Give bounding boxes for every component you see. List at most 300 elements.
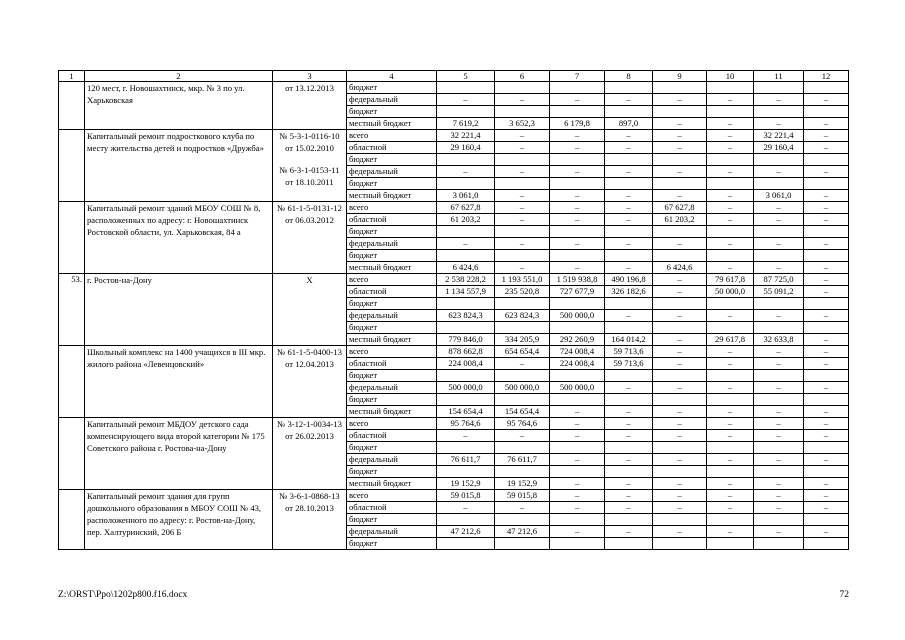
value-cell: – [707,430,754,442]
value-cell [804,298,849,310]
value-cell [754,322,804,334]
row-number [59,202,85,274]
file-path: Z:\ORST\Ppo\1202p800.f16.docx [58,590,188,600]
value-cell: – [495,142,550,154]
value-cell: 79 617,8 [707,274,754,286]
value-cell: – [550,262,605,274]
value-cell: – [804,286,849,298]
funding-source: местный бюджет [347,478,437,490]
value-cell [707,250,754,262]
value-cell [550,298,605,310]
page-number: 72 [839,590,849,600]
funding-source: бюджет [347,178,437,190]
value-cell [495,370,550,382]
value-cell [804,442,849,454]
object-name: Капитальный ремонт МБДОУ детского сада компенсирующего вида второй категории № 175 Советского района г. Ростова-на-Дону [85,418,273,490]
value-cell: 59 015,8 [437,490,495,502]
value-cell [754,538,804,550]
value-cell: 1 519 938,8 [550,274,605,286]
value-cell: – [495,94,550,106]
value-cell [495,466,550,478]
value-cell [550,514,605,526]
value-cell: – [550,238,605,250]
table-row [59,418,849,430]
value-cell: – [804,310,849,322]
value-cell: – [550,478,605,490]
budget-table [58,70,849,550]
funding-source: бюджет [347,154,437,166]
value-cell [804,394,849,406]
value-cell [707,466,754,478]
value-cell: 878 662,8 [437,346,495,358]
value-cell [653,82,707,94]
value-cell: 59 713,6 [605,358,653,370]
value-cell [804,322,849,334]
value-cell: 3 061,0 [754,190,804,202]
value-cell: – [707,406,754,418]
value-cell: – [495,430,550,442]
value-cell: 3 061,0 [437,190,495,202]
value-cell [550,466,605,478]
value-cell [495,250,550,262]
value-cell: – [707,346,754,358]
value-cell: – [653,286,707,298]
value-cell [550,106,605,118]
value-cell: 164 014,2 [605,334,653,346]
value-cell: – [653,382,707,394]
value-cell: – [550,490,605,502]
value-cell: 47 212,6 [495,526,550,538]
value-cell: – [495,262,550,274]
funding-source: всего [347,490,437,502]
value-cell: 490 196,8 [605,274,653,286]
value-cell [437,226,495,238]
funding-source: областной [347,214,437,226]
value-cell: – [550,502,605,514]
value-cell [437,514,495,526]
value-cell [605,322,653,334]
value-cell: – [550,190,605,202]
object-name: Капитальный ремонт подросткового клуба по месту жительства детей и подростков «Дружба» [85,130,273,202]
col-header: 11 [754,71,804,82]
value-cell: – [605,418,653,430]
value-cell [804,178,849,190]
value-cell: 67 627,8 [653,202,707,214]
value-cell: 6 179,8 [550,118,605,130]
value-cell: – [605,502,653,514]
value-cell [605,154,653,166]
value-cell: 32 221,4 [437,130,495,142]
funding-source: бюджет [347,442,437,454]
value-cell: – [550,130,605,142]
value-cell [804,250,849,262]
value-cell [707,322,754,334]
value-cell: – [653,130,707,142]
value-cell: 47 212,6 [437,526,495,538]
value-cell: – [804,130,849,142]
value-cell: – [804,190,849,202]
value-cell [754,178,804,190]
value-cell: – [804,274,849,286]
value-cell [707,442,754,454]
value-cell [804,466,849,478]
row-number: 53. [59,274,85,346]
row-number [59,418,85,490]
value-cell [605,538,653,550]
value-cell [707,370,754,382]
value-cell: 29 617,8 [707,334,754,346]
object-name: 120 мест, г. Новошахтинск, мкр. № 3 по ул. Харьковская [85,82,273,130]
value-cell [605,178,653,190]
funding-source: федеральный [347,382,437,394]
table-row [59,490,849,502]
value-cell: – [707,166,754,178]
value-cell [550,82,605,94]
value-cell: 224 008,4 [437,358,495,370]
value-cell: – [550,202,605,214]
expertise-doc: от 13.12.2013 [273,82,347,130]
value-cell: – [707,382,754,394]
value-cell [495,298,550,310]
value-cell: 500 000,0 [550,382,605,394]
value-cell [437,370,495,382]
value-cell: – [707,418,754,430]
value-cell: – [804,406,849,418]
value-cell: 32 221,4 [754,130,804,142]
value-cell [495,226,550,238]
value-cell: 59 015,8 [495,490,550,502]
funding-source: бюджет [347,370,437,382]
value-cell: 95 764,6 [495,418,550,430]
value-cell: – [653,430,707,442]
value-cell [754,466,804,478]
value-cell: 29 160,4 [437,142,495,154]
value-cell: – [495,202,550,214]
expertise-doc: № 3-6-1-0868-13 от 28.10.2013 [273,490,347,550]
funding-source: всего [347,418,437,430]
funding-source: бюджет [347,298,437,310]
value-cell: – [707,130,754,142]
value-cell: 19 152,9 [495,478,550,490]
value-cell: – [754,490,804,502]
value-cell: – [605,478,653,490]
value-cell: 67 627,8 [437,202,495,214]
funding-source: бюджет [347,82,437,94]
value-cell [754,514,804,526]
value-cell: – [550,94,605,106]
value-cell: – [437,238,495,250]
value-cell [754,82,804,94]
funding-source: бюджет [347,538,437,550]
value-cell: 334 205,9 [495,334,550,346]
table-row [59,346,849,358]
value-cell [754,250,804,262]
value-cell: – [754,454,804,466]
value-cell: – [605,94,653,106]
value-cell: – [707,94,754,106]
value-cell: – [605,310,653,322]
value-cell: – [653,346,707,358]
value-cell: – [754,238,804,250]
value-cell: – [605,190,653,202]
value-cell: 55 091,2 [754,286,804,298]
value-cell: – [550,430,605,442]
col-header: 2 [85,71,273,82]
value-cell: 623 824,3 [437,310,495,322]
value-cell: – [754,526,804,538]
value-cell [495,322,550,334]
value-cell: 95 764,6 [437,418,495,430]
value-cell: 2 538 228,2 [437,274,495,286]
value-cell: – [804,490,849,502]
value-cell: – [804,118,849,130]
value-cell [707,538,754,550]
table-row [59,274,849,286]
value-cell: – [754,502,804,514]
value-cell: 29 160,4 [754,142,804,154]
value-cell: – [495,238,550,250]
funding-source: областной [347,286,437,298]
value-cell [437,442,495,454]
funding-source: местный бюджет [347,118,437,130]
value-cell [707,298,754,310]
value-cell: – [754,418,804,430]
value-cell: – [707,454,754,466]
value-cell: 326 182,6 [605,286,653,298]
value-cell [437,250,495,262]
value-cell: – [754,214,804,226]
row-number [59,82,85,130]
value-cell [437,538,495,550]
value-cell [804,538,849,550]
value-cell: – [605,262,653,274]
value-cell: – [605,490,653,502]
value-cell [550,370,605,382]
value-cell: 61 203,2 [653,214,707,226]
value-cell: 500 000,0 [495,382,550,394]
funding-source: всего [347,274,437,286]
expertise-doc: № 3-12-1-0034-13 от 26.02.2013 [273,418,347,490]
value-cell: – [707,490,754,502]
value-cell: – [605,430,653,442]
funding-source: бюджет [347,250,437,262]
value-cell [437,106,495,118]
value-cell: – [804,94,849,106]
value-cell: – [804,334,849,346]
value-cell [804,370,849,382]
value-cell [804,154,849,166]
value-cell: – [653,526,707,538]
value-cell [804,106,849,118]
value-cell: 1 134 557,9 [437,286,495,298]
value-cell: – [707,502,754,514]
value-cell: 76 611,7 [495,454,550,466]
value-cell: 50 000,0 [707,286,754,298]
value-cell: – [495,130,550,142]
value-cell: – [707,526,754,538]
col-header: 5 [437,71,495,82]
value-cell: – [804,142,849,154]
value-cell: – [605,214,653,226]
col-header: 10 [707,71,754,82]
value-cell: – [804,430,849,442]
value-cell: – [550,406,605,418]
funding-source: федеральный [347,94,437,106]
value-cell [653,226,707,238]
value-cell: – [707,238,754,250]
value-cell: 724 008,4 [550,346,605,358]
value-cell [550,250,605,262]
value-cell: 897,0 [605,118,653,130]
funding-source: областной [347,430,437,442]
value-cell [495,514,550,526]
value-cell: – [653,478,707,490]
funding-source: областной [347,358,437,370]
value-cell: – [754,406,804,418]
value-cell: 292 260,9 [550,334,605,346]
value-cell: – [550,454,605,466]
value-cell: – [495,214,550,226]
expertise-doc: X [273,274,347,346]
object-name: Капитальный ремонт зданий МБОУ СОШ № 8, расположенных по адресу: г. Новошахтинск Ростовской области, ул. Харьковская, 84 а [85,202,273,274]
value-cell: – [653,490,707,502]
value-cell: – [804,502,849,514]
funding-source: федеральный [347,454,437,466]
value-cell [550,394,605,406]
col-header: 1 [59,71,85,82]
funding-source: бюджет [347,466,437,478]
value-cell: 7 619,2 [437,118,495,130]
value-cell: – [754,166,804,178]
value-cell [707,178,754,190]
value-cell: – [804,478,849,490]
value-cell [605,466,653,478]
funding-source: местный бюджет [347,334,437,346]
value-cell [605,442,653,454]
value-cell [550,322,605,334]
value-cell: – [605,238,653,250]
value-cell [605,226,653,238]
object-name: Школьный комплекс на 1400 учащихся в III мкр. жилого района «Левенцовский» [85,346,273,418]
value-cell: – [804,202,849,214]
value-cell [653,298,707,310]
value-cell: 779 846,0 [437,334,495,346]
col-header: 12 [804,71,849,82]
value-cell [707,154,754,166]
value-cell [754,442,804,454]
funding-source: всего [347,202,437,214]
funding-source: бюджет [347,394,437,406]
value-cell: 235 520,8 [495,286,550,298]
value-cell: – [437,166,495,178]
funding-source: всего [347,346,437,358]
value-cell [653,370,707,382]
funding-source: бюджет [347,322,437,334]
value-cell: – [653,310,707,322]
value-cell: – [605,142,653,154]
funding-source: федеральный [347,166,437,178]
value-cell: – [653,274,707,286]
value-cell: – [495,502,550,514]
value-cell [653,154,707,166]
col-header: 9 [653,71,707,82]
value-cell: – [653,238,707,250]
funding-source: местный бюджет [347,190,437,202]
value-cell [707,106,754,118]
value-cell: 154 654,4 [437,406,495,418]
value-cell [437,394,495,406]
col-header: 3 [273,71,347,82]
value-cell: 61 203,2 [437,214,495,226]
expertise-doc-1: № 5-3-1-0116-10 от 15.02.2010 [279,131,340,153]
funding-source: бюджет [347,226,437,238]
value-cell: 727 677,9 [550,286,605,298]
value-cell [653,466,707,478]
value-cell: – [707,118,754,130]
value-cell [754,298,804,310]
value-cell: – [754,262,804,274]
value-cell [653,514,707,526]
value-cell: – [754,382,804,394]
value-cell [437,466,495,478]
value-cell: – [754,430,804,442]
value-cell [605,250,653,262]
value-cell: – [550,418,605,430]
value-cell: – [707,214,754,226]
value-cell [495,442,550,454]
value-cell: – [653,358,707,370]
value-cell: – [707,262,754,274]
value-cell [495,154,550,166]
value-cell [605,370,653,382]
value-cell [754,106,804,118]
value-cell: 154 654,4 [495,406,550,418]
value-cell [495,178,550,190]
value-cell [495,538,550,550]
value-cell [495,82,550,94]
value-cell: 76 611,7 [437,454,495,466]
value-cell: – [804,454,849,466]
expertise-doc: № 61-1-5-0400-13 от 12.04.2013 [273,346,347,418]
funding-source: местный бюджет [347,406,437,418]
value-cell: – [495,190,550,202]
value-cell [437,82,495,94]
value-cell [550,538,605,550]
value-cell: – [653,118,707,130]
value-cell: – [653,406,707,418]
value-cell: – [804,418,849,430]
row-number [59,346,85,418]
value-cell: – [754,358,804,370]
value-cell: – [653,502,707,514]
value-cell [707,226,754,238]
value-cell: – [437,94,495,106]
value-cell: – [804,166,849,178]
value-cell: 654 654,4 [495,346,550,358]
value-cell: 623 824,3 [495,310,550,322]
value-cell: – [653,94,707,106]
value-cell: – [754,118,804,130]
value-cell: – [707,310,754,322]
value-cell: – [550,166,605,178]
value-cell: 87 725,0 [754,274,804,286]
value-cell: – [653,142,707,154]
value-cell [653,394,707,406]
row-number [59,130,85,202]
value-cell [437,154,495,166]
value-cell: – [605,130,653,142]
col-header: 8 [605,71,653,82]
